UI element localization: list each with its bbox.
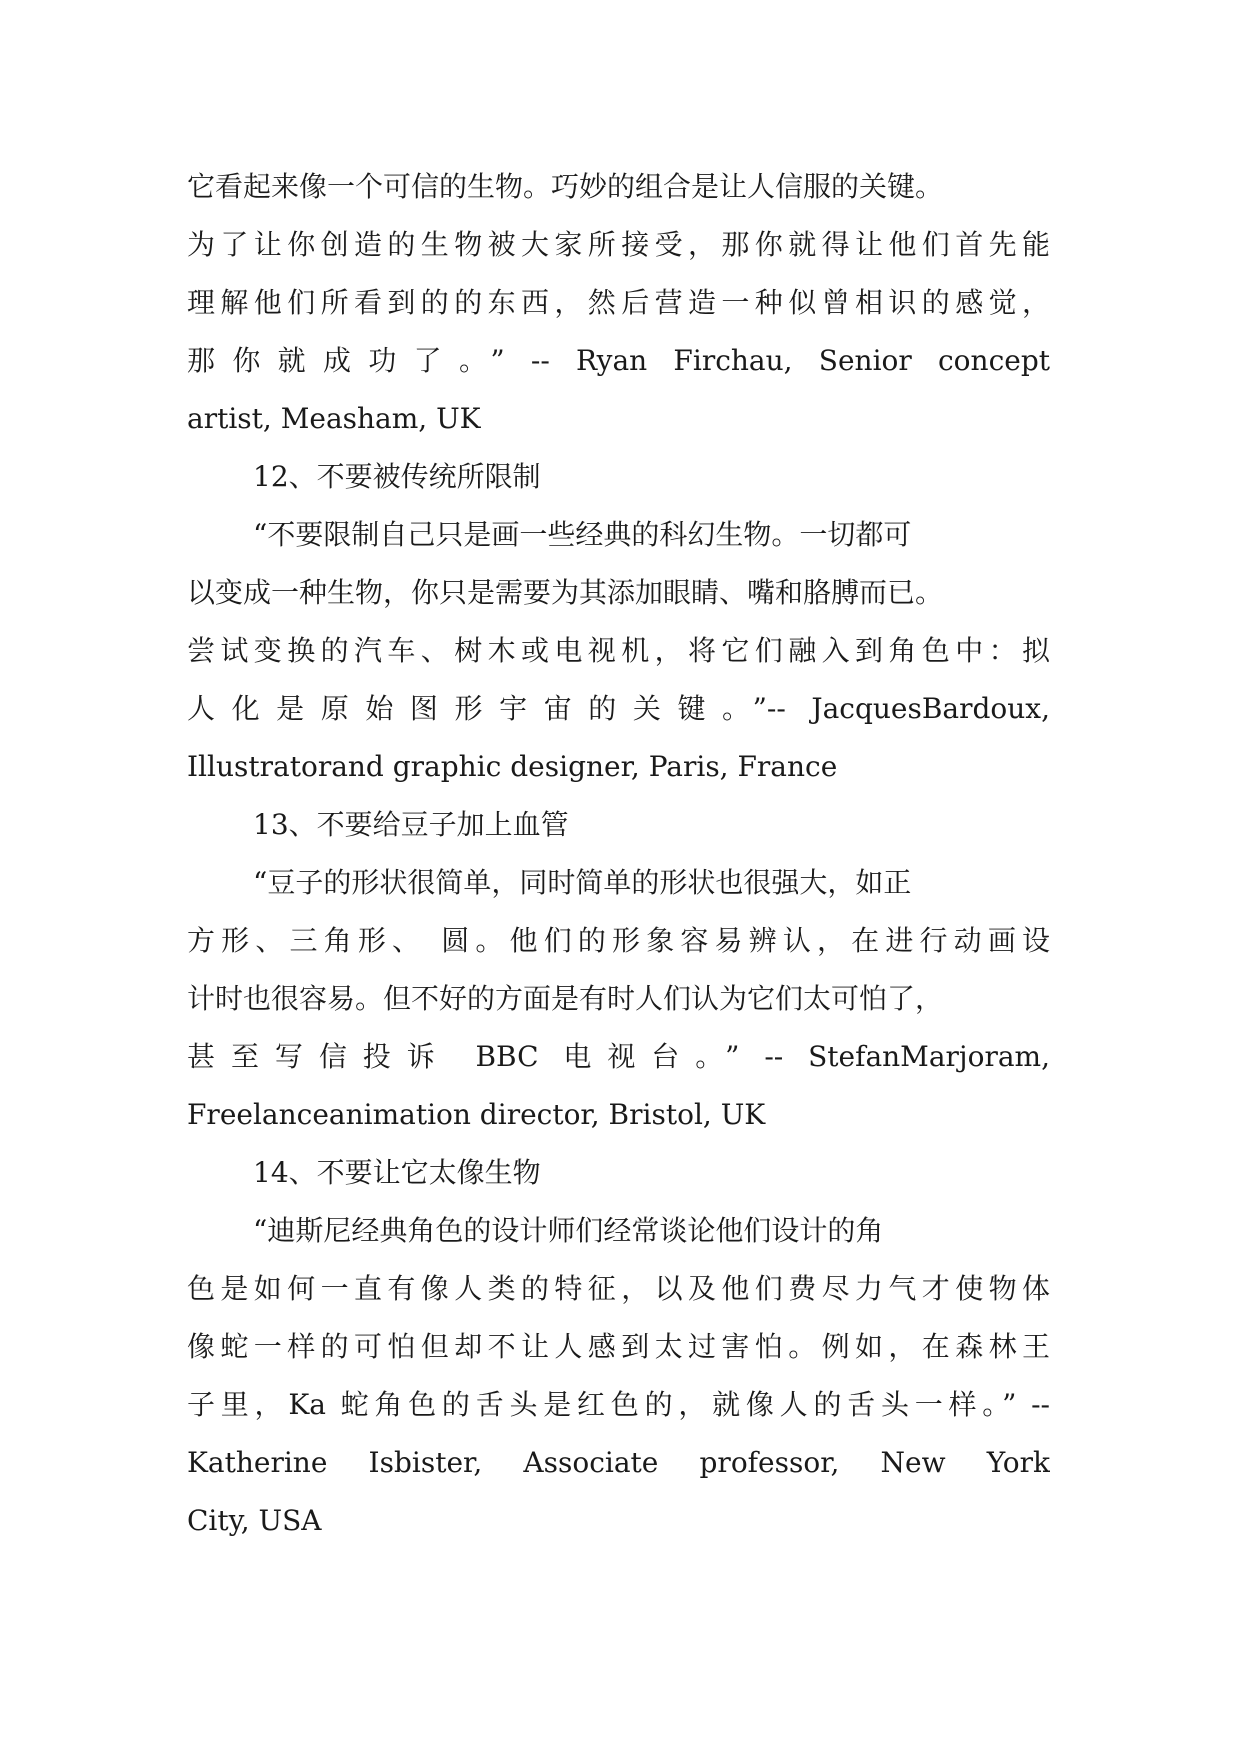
- section-heading: 13、不要给豆子加上血管: [253, 808, 569, 841]
- text-line: 像蛇一样的可怕但却不让人感到太过害怕。例如，在森林王: [187, 1330, 1050, 1363]
- document-page: [187, 158, 1087, 1550]
- text-line: 它看起来像一个可信的生物。巧妙的组合是让人信服的关键。: [187, 170, 944, 203]
- text-line: 理解他们所看到的的东西，然后营造一种似曾相识的感觉，: [187, 286, 1050, 319]
- text-line: 以变成一种生物，你只是需要为其添加眼睛、嘴和胳膊而已。: [187, 576, 944, 609]
- text-line: Freelanceanimation director, Bristol, UK: [187, 1098, 766, 1131]
- text-line: artist, Measham, UK: [187, 402, 481, 435]
- text-line: City, USA: [187, 1504, 322, 1537]
- text-line: 为了让你创造的生物被大家所接受，那你就得让他们首先能: [187, 228, 1050, 261]
- text-line: 色是如何一直有像人类的特征，以及他们费尽力气才使物体: [187, 1272, 1050, 1305]
- paragraph-11-tail: [187, 158, 1087, 448]
- text-line: 子里，Ka 蛇角色的舌头是红色的，就像人的舌头一样。” --: [187, 1388, 1050, 1421]
- text-line: “豆子的形状很简单，同时简单的形状也很强大，如正: [253, 866, 912, 899]
- text-line: 甚至写信投诉 BBC 电视台。” -- StefanMarjoram,: [187, 1040, 1050, 1073]
- text-line: 人化是原始图形宇宙的关键。”-- JacquesBardoux,: [187, 692, 1050, 725]
- text-line: Illustratorand graphic designer, Paris, France: [187, 750, 838, 783]
- section-heading: 14、不要让它太像生物: [253, 1156, 541, 1189]
- section-12: [187, 448, 1087, 796]
- section-13: [187, 796, 1087, 1144]
- text-line: 尝试变换的汽车、树木或电视机，将它们融入到角色中：拟: [187, 634, 1050, 667]
- text-line: 那你就成功了。” -- Ryan Firchau, Senior concept: [187, 344, 1050, 377]
- section-14: [187, 1144, 1087, 1550]
- text-line: “迪斯尼经典角色的设计师们经常谈论他们设计的角: [253, 1214, 884, 1247]
- section-heading: 12、不要被传统所限制: [253, 460, 541, 493]
- text-line: Katherine Isbister, Associate professor, New York: [187, 1446, 1050, 1479]
- text-line: “不要限制自己只是画一些经典的科幻生物。一切都可: [253, 518, 912, 551]
- text-line: 方形、三角形、 圆。他们的形象容易辨认，在进行动画设: [187, 924, 1050, 957]
- text-line: 计时也很容易。但不好的方面是有时人们认为它们太可怕了，: [187, 982, 944, 1015]
